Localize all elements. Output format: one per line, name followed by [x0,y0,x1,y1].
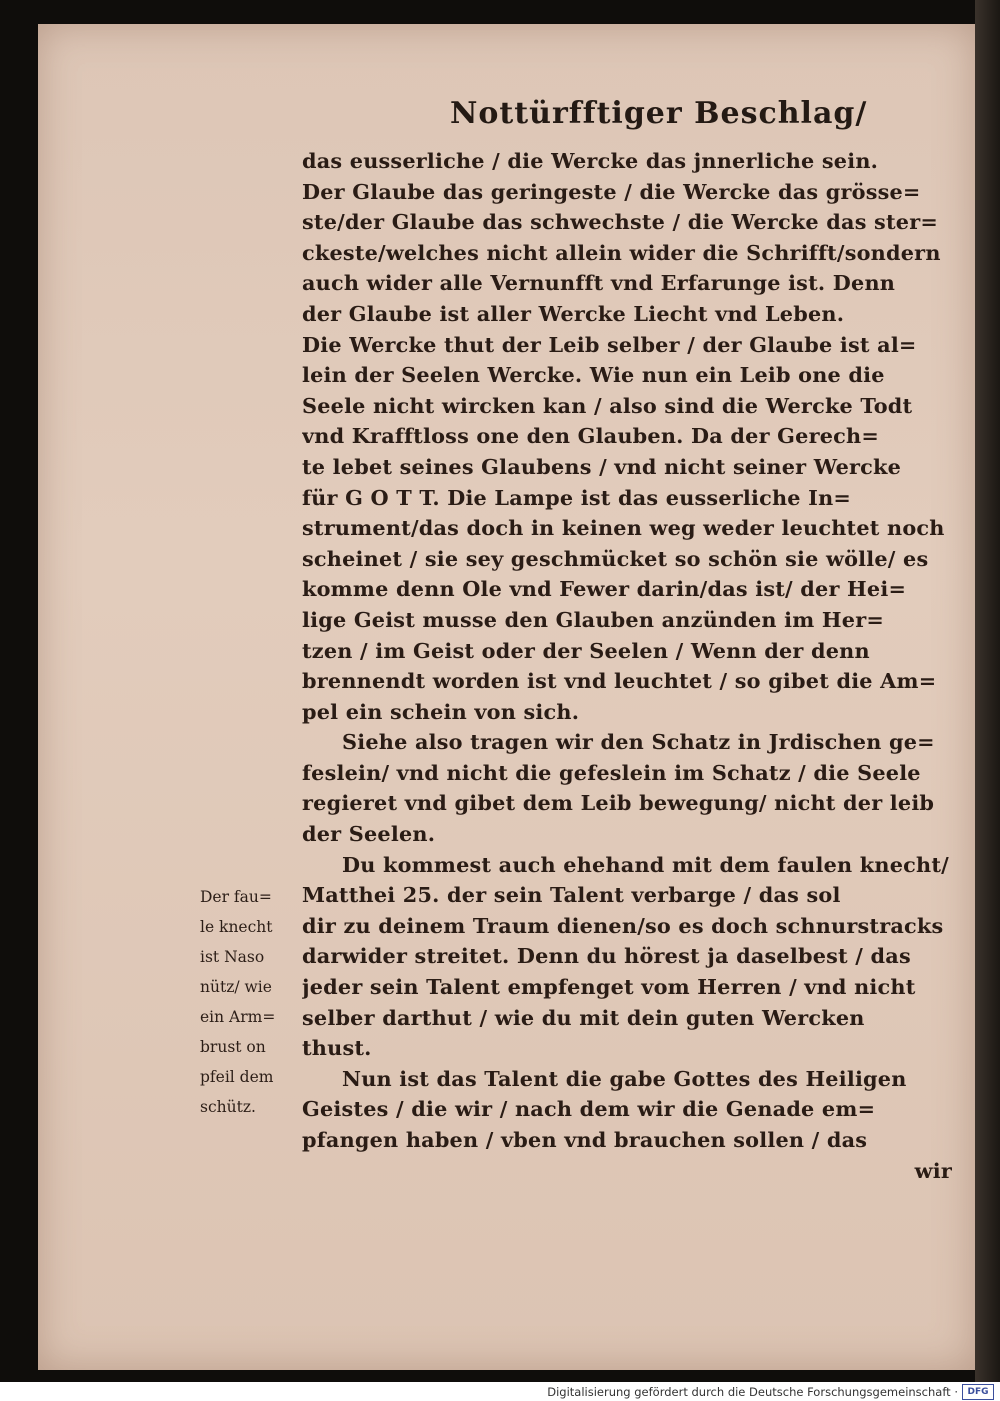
body-line: te lebet seines Glaubens / vnd nicht seiner Wercke [302,453,902,479]
running-head: Nottürfftiger Beschlag/ [450,96,868,131]
book-spine-edge [975,0,1000,1382]
body-line: der Glaube ist aller Wercke Liecht vnd Leben. [302,300,845,326]
body-line: pel ein schein von sich. [302,698,580,724]
body-line: auch wider alle Vernunfft vnd Erfarunge ist. Denn [302,270,896,296]
marginal-note-line: nütz/ wie [200,978,272,996]
body-line: brennendt worden ist vnd leuchtet / so gibet die Am= [302,668,937,694]
body-line: das eusserliche / die Wercke das jnnerliche sein. [302,148,879,173]
body-line: der Seelen. [302,821,436,847]
footer-bar [0,1382,1000,1401]
marginal-note-line: ein Arm= [200,1008,276,1026]
body-line: Nun ist das Talent die gabe Gottes des Heiligen [342,1065,907,1091]
body-line: scheinet / sie sey geschmücket so schön sie wölle/ es [302,545,929,571]
marginal-note-line: pfeil dem [200,1068,274,1086]
body-line: tzen / im Geist oder der Seelen / Wenn der denn [302,637,870,663]
body-line: dir zu deinem Traum dienen/so es doch schnurstracks [302,912,944,938]
body-line: lein der Seelen Wercke. Wie nun ein Leib one die [302,362,885,388]
body-line: regieret vnd gibet dem Leib bewegung/ nicht der leib [302,790,935,816]
body-line: Matthei 25. der sein Talent verbarge / das sol [302,882,841,908]
dfg-logo: DFG [962,1384,994,1400]
body-line: strument/das doch in keinen weg weder leuchtet noch [302,515,945,541]
body-line: jeder sein Talent empfenget vom Herren / vnd nicht [302,974,916,1000]
body-line: darwider streitet. Denn du hörest ja daselbest / das [302,943,911,969]
body-line: Der Glaube das geringeste / die Wercke das grösse= [302,178,921,204]
body-line: komme denn Ole vnd Fewer darin/das ist/ der Hei= [302,576,907,602]
marginal-note-line: le knecht [200,918,273,936]
body-line: feslein/ vnd nicht die gefeslein im Schatz / die Seele [302,759,921,785]
body-line: ckeste/welches nicht allein wider die Schrifft/sondern [302,239,941,265]
marginal-note-line: brust on [200,1038,266,1056]
body-line: vnd Krafftloss one den Glauben. Da der Gerech= [302,423,879,449]
body-line: Du kommest auch ehehand mit dem faulen knecht/ [342,851,949,877]
marginal-note-line: Der fau= [200,888,272,906]
body-line: Seele nicht wircken kan / also sind die Wercke Todt [302,392,913,418]
marginal-note-line: schütz. [200,1098,256,1116]
body-line: Siehe also tragen wir den Schatz in Jrdischen ge= [342,729,935,755]
body-line: Die Wercke thut der Leib selber / der Glaube ist al= [302,331,917,357]
body-line: lige Geist musse den Glauben anzünden im Her= [302,606,884,632]
body-line: Geistes / die wir / nach dem wir die Genade em= [302,1096,876,1122]
body-line: ste/der Glaube das schwechste / die Wercke das ster= [302,209,938,235]
body-text [302,146,952,1186]
body-line: selber darthut / wie du mit dein guten Wercken [302,1004,865,1030]
body-line: thust. [302,1035,372,1061]
body-line: pfangen haben / vben vnd brauchen sollen / das [302,1127,868,1152]
body-line: für G O T T. Die Lampe ist das eusserliche In= [302,484,852,510]
marginal-note-line: ist Naso [200,948,265,966]
marginal-note [200,882,300,1122]
funding-credit: Digitalisierung gefördert durch die Deutsche Forschungsgemeinschaft · [547,1385,958,1399]
body-line: wir [914,1157,952,1183]
